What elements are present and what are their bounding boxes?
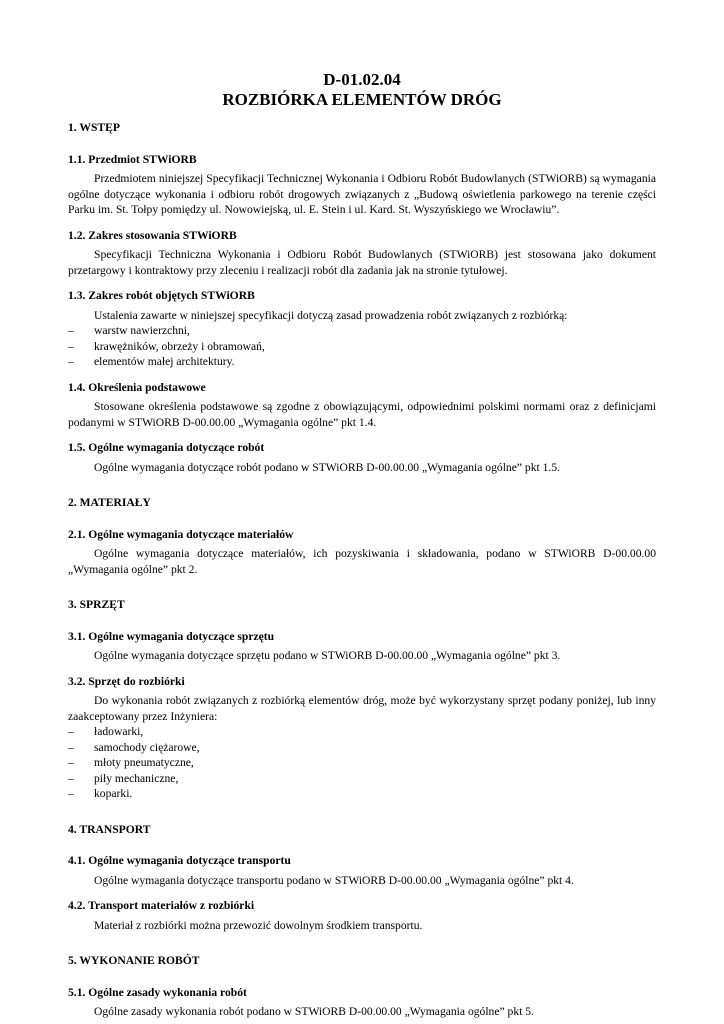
dash-marker: – <box>68 339 74 353</box>
subsection-heading: 1.3. Zakres robót objętych STWiORB <box>68 289 255 302</box>
list-item <box>68 724 656 740</box>
paragraph: Ogólne wymagania dotyczące sprzętu podano w STWiORB D-00.00.00 „Wymagania ogólne” pkt 3. <box>94 649 561 662</box>
list-item-text: krawężników, obrzeży i obramowań, <box>94 339 265 353</box>
dash-marker: – <box>68 355 74 368</box>
bullet-list <box>68 323 656 370</box>
list-item-text: warstw nawierzchni, <box>94 324 190 337</box>
list-item-text: młoty pneumatyczne, <box>94 756 194 769</box>
dash-marker: – <box>68 324 74 337</box>
list-item-text: samochody ciężarowe, <box>94 740 200 754</box>
paragraph: Ogólne wymagania dotyczące materiałów, ich pozyskiwania i składowania, podano w STWiORB D-00.00.00 „Wymagania ogólne” pkt 2. <box>68 547 656 576</box>
list-item-text: ładowarki, <box>94 725 144 738</box>
list-item <box>68 740 656 756</box>
document-content <box>68 70 656 1020</box>
list-item-text: piły mechaniczne, <box>94 771 179 785</box>
section-heading: 4. TRANSPORT <box>68 822 151 836</box>
subsection-heading: 1.2. Zakres stosowania STWiORB <box>68 228 237 242</box>
list-item <box>68 786 656 802</box>
list-item <box>68 339 656 355</box>
document-title: ROZBIÓRKA ELEMENTÓW DRÓG <box>222 90 502 109</box>
subsection-heading: 4.2. Transport materiałów z rozbiórki <box>68 899 255 912</box>
paragraph: Specyfikacji Techniczna Wykonania i Odbioru Robót Budowlanych (STWiORB) jest stosowana jako dokument przetargowy i kontraktowy przy zleceniu i realizacji robót dla zadania jak na stronie tytułowej. <box>68 248 656 277</box>
dash-marker: – <box>68 771 74 785</box>
subsection-heading: 1.5. Ogólne wymagania dotyczące robót <box>68 441 265 454</box>
list-item-text: koparki. <box>94 787 133 800</box>
list-item-text: elementów małej architektury. <box>94 355 235 368</box>
dash-marker: – <box>68 740 74 754</box>
paragraph: Ogólne zasady wykonania robót podano w STWiORB D-00.00.00 „Wymagania ogólne” pkt 5. <box>94 1005 534 1018</box>
subsection-heading: 2.1. Ogólne wymagania dotyczące materiałów <box>68 527 294 541</box>
subsection-heading: 3.1. Ogólne wymagania dotyczące sprzętu <box>68 629 275 643</box>
list-item <box>68 771 656 787</box>
list-item <box>68 354 656 370</box>
paragraph: Materiał z rozbiórki można przewozić dowolnym środkiem transportu. <box>94 918 423 932</box>
paragraph: Ustalenia zawarte w niniejszej specyfikacji dotyczą zasad prowadzenia robót związanych z rozbiórką: <box>94 308 568 322</box>
bullet-list <box>68 724 656 802</box>
list-item <box>68 323 656 339</box>
section-heading: 2. MATERIAŁY <box>68 496 151 509</box>
paragraph: Ogólne wymagania dotyczące robót podano w STWiORB D-00.00.00 „Wymagania ogólne” pkt 1.5. <box>94 460 561 474</box>
list-item <box>68 755 656 771</box>
paragraph: Stosowane określenia podstawowe są zgodne z obowiązującymi, odpowiednimi polskimi normami oraz z definicjami podanymi w STWiORB D-00.00.00 „Wymagania ogólne” pkt 1.4. <box>68 400 656 429</box>
subsection-heading: 4.1. Ogólne wymagania dotyczące transportu <box>68 854 291 867</box>
document-code: D-01.02.04 <box>323 70 401 89</box>
section-heading: 5. WYKONANIE ROBÓT <box>68 954 200 967</box>
section-heading: 3. SPRZĘT <box>68 598 125 611</box>
subsection-heading: 1.1. Przedmiot STWiORB <box>68 152 197 166</box>
paragraph: Do wykonania robót związanych z rozbiórką elementów dróg, może być wykorzystany sprzęt podany poniżej, lub inny zaakceptowany przez Inżyniera: <box>68 694 656 723</box>
subsection-heading: 1.4. Określenia podstawowe <box>68 380 206 394</box>
paragraph: Ogólne wymagania dotyczące transportu podano w STWiORB D-00.00.00 „Wymagania ogólne” pkt 4. <box>94 873 574 887</box>
dash-marker: – <box>68 756 74 769</box>
dash-marker: – <box>68 725 74 738</box>
subsection-heading: 5.1. Ogólne zasady wykonania robót <box>68 985 247 999</box>
paragraph: Przedmiotem niniejszej Specyfikacji Technicznej Wykonania i Odbioru Robót Budowlanych (STWiORB) są wymagania ogólne dotyczące wykonania i odbioru robót drogowych związanych z „Budową oświetlenia parkowego na terenie części Parku im. St. Tołpy pomiędzy ul. Nowowiejską, ul. E. Stein i ul. Kard. St. Wyszyńskiego we Wrocławiu”. <box>68 172 656 216</box>
dash-marker: – <box>68 787 74 800</box>
section-heading: 1. WSTĘP <box>68 121 120 134</box>
subsection-heading: 3.2. Sprzęt do rozbiórki <box>68 674 185 688</box>
